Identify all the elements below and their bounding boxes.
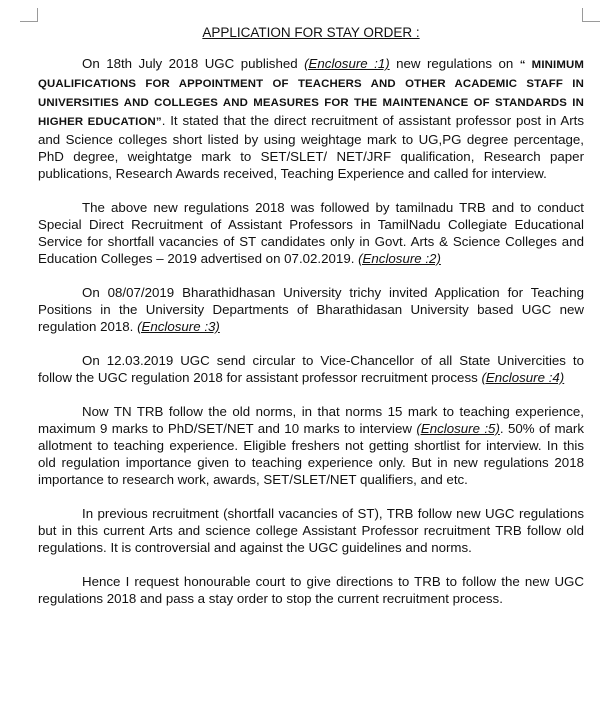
paragraph-7 <box>38 573 584 607</box>
margin-corner-mark-right <box>582 8 600 22</box>
paragraph-4 <box>38 352 584 386</box>
paragraph-5 <box>38 403 584 488</box>
document-page <box>38 24 584 624</box>
enclosure-reference: (Enclosure :3) <box>137 319 220 334</box>
paragraph-text: . It stated that the direct recruitment of assistant professor post in Arts and Science colleges short listed by using weightage mark to UG,PG degree percentage, PhD degree, weightatge mark to SET/SLET/ NET/JRF qualification, Research paper publications, Research Awards received, Teaching Experience and called for interview. <box>38 113 585 181</box>
paragraph-1 <box>38 55 584 182</box>
enclosure-reference: (Enclosure :4) <box>481 370 565 385</box>
regulation-title: “ MINIMUM QUALIFICATIONS FOR APPOINTMENT OF TEACHERS AND OTHER ACADEMIC STAFF IN UNIVERSITIES AND COLLEGES AND MEASURES FOR THE MAINTENANCE OF STANDARDS IN HIGHER EDUCATION” <box>38 59 584 128</box>
enclosure-reference: (Enclosure :5) <box>416 421 500 436</box>
paragraph-6 <box>38 505 584 556</box>
enclosure-reference: (Enclosure :1) <box>304 56 390 71</box>
paragraph-text: In previous recruitment (shortfall vacancies of ST), TRB follow new UGC regulations but in this current Arts and science college Assistant Professor recruitment TRB follow old regulations. It is controversial and against the UGC guidelines and norms. <box>38 506 584 555</box>
paragraph-text: Hence I request honourable court to give directions to TRB to follow the new UGC regulations 2018 and pass a stay order to stop the current recruitment process. <box>38 574 584 606</box>
paragraph-text: On 08/07/2019 Bharathidhasan University trichy invited Application for Teaching Positions in the University Departments of Bharathidasan University based UGC new regulation 2018. <box>38 285 584 334</box>
paragraph-text: new regulations on <box>389 56 520 71</box>
paragraph-text: . 50% of mark allotment to teaching experience. Eligible freshers not getting shortlist for interview. In this old regulation importance given to teaching experience only. But in new regulations 2018 importance to research work, awards, SET/SLET/NET qualifiers, and etc. <box>38 421 584 487</box>
paragraph-text: On 12.03.2019 UGC send circular to Vice-Chancellor of all State Univercities to follow the UGC regulation 2018 for assistant professor recruitment process <box>38 353 584 385</box>
enclosure-reference: (Enclosure :2) <box>358 251 441 266</box>
document-title: APPLICATION FOR STAY ORDER : <box>202 25 420 40</box>
paragraph-text: Now TN TRB follow the old norms, in that norms 15 mark to teaching experience, maximum 9 marks to PhD/SET/NET and 10 marks to interview <box>38 404 584 436</box>
paragraph-3 <box>38 284 584 335</box>
paragraph-2 <box>38 199 584 267</box>
paragraph-text: On 18th July 2018 UGC published <box>82 56 305 71</box>
paragraph-text: The above new regulations 2018 was followed by tamilnadu TRB and to conduct Special Direct Recruitment of Assistant Professors in TamilNadu Collegiate Educational Service for shortfall vacancies of ST candidates only in Govt. Arts & Science Colleges and Education Colleges – 2019 advertised on 07.02.2019. <box>38 200 584 266</box>
margin-corner-mark-left <box>20 8 38 22</box>
